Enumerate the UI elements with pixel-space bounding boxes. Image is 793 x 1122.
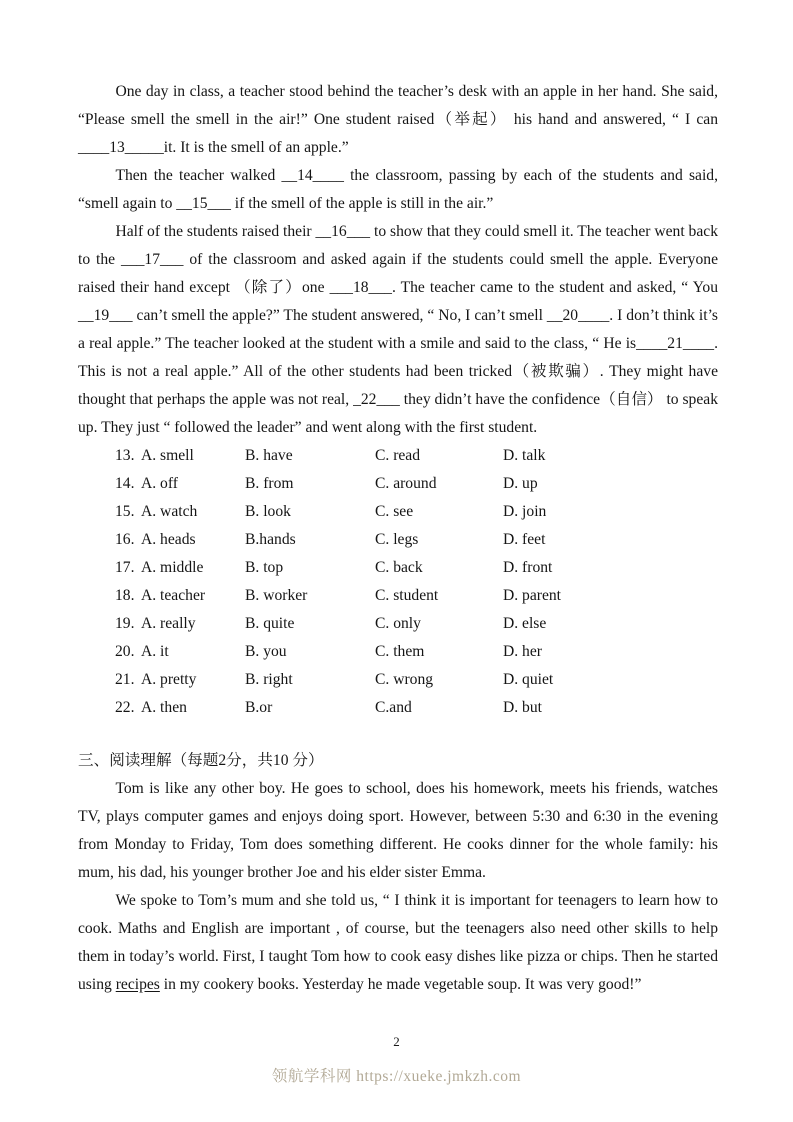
option-c: C. wrong [375,671,434,688]
question-number: 16. [115,531,135,548]
question-row [115,694,718,722]
question-number: 20. [115,643,135,660]
option-c: C. back [375,559,423,576]
cloze-question-list [78,442,718,722]
option-a: A. pretty [141,671,197,688]
question-row [115,666,718,694]
watermark-text: 领航学科网 https://xueke.jmkzh.com [271,1068,522,1085]
option-a: A. watch [141,503,198,520]
option-d: D. her [503,643,542,660]
option-a: A. it [141,643,169,660]
question-row [115,498,718,526]
option-d: D. quiet [503,671,554,688]
question-row [115,526,718,554]
question-row [115,582,718,610]
option-c: C. read [375,447,421,464]
option-b: B. top [245,559,284,576]
question-number: 21. [115,671,135,688]
option-c: C. legs [375,531,419,548]
question-row [115,470,718,498]
page-content [78,78,718,999]
page-number: 2 [393,1034,400,1049]
option-a: A. teacher [141,587,206,604]
option-a: A. heads [141,531,196,548]
option-c: C. only [375,615,421,632]
underlined-word: recipes [115,976,160,993]
question-row [115,442,718,470]
option-c: C. see [375,503,414,520]
cloze-passage [78,78,718,442]
question-number: 18. [115,587,135,604]
option-d: D. parent [503,587,562,604]
option-d: D. join [503,503,547,520]
option-d: D. talk [503,447,546,464]
option-a: A. then [141,699,187,716]
question-row [115,638,718,666]
option-a: A. really [141,615,196,632]
option-d: D. feet [503,531,546,548]
option-a: A. off [141,475,178,492]
question-number: 13. [115,447,135,464]
question-number: 22. [115,699,135,716]
option-c: C.and [375,699,412,716]
option-b: B. have [245,447,293,464]
option-d: D. else [503,615,547,632]
option-d: D. front [503,559,553,576]
option-c: C. student [375,587,439,604]
option-b: B.or [245,699,273,716]
cloze-paragraph: Half of the students raised their __16___ to show that they could smell it. The teacher went back to the ___17___ of the classroom and asked again if the students could smell the apple. Everyone raised their hand except （除了）one ___18___. The teacher came to the student and asked, “ You __19___ can’t smell the apple?” The student answered, “ No, I can’t smell __20____. I don’t think it’s a real apple.” The teacher looked at the student with a smile and said to the class, “ He is____21____. This is not a real apple.” All of the other students had been tricked（被欺骗）. They might have thought that perhaps the apple was not real, _22___ they didn’t have the confidence（自信） to speak up. They just “ followed the leader” and went along with the first student. [78,223,718,436]
option-b: B. you [245,643,287,660]
option-c: C. them [375,643,425,660]
question-row [115,610,718,638]
reading-paragraph: We spoke to Tom’s mum and she told us, “ I think it is important for teenagers to learn how to cook. Maths and English are important , of course, but the teenagers also need other skills to help them in today’s world. First, I taught Tom how to cook easy dishes like pizza or chips. Then he started using recipes in my cookery books. Yesterday he made vegetable soup. It was very good!” [78,892,718,993]
option-b: B. right [245,671,293,688]
option-a: A. middle [141,559,204,576]
question-number: 14. [115,475,135,492]
cloze-paragraph: Then the teacher walked __14____ the classroom, passing by each of the students and said, “smell again to __15___ if the smell of the apple is still in the air.” [78,167,718,212]
question-number: 19. [115,615,135,632]
question-row [115,554,718,582]
option-b: B. from [245,475,294,492]
option-d: D. up [503,475,538,492]
option-b: B. quite [245,615,295,632]
question-number: 15. [115,503,135,520]
option-b: B. worker [245,587,308,604]
option-b: B. look [245,503,291,520]
option-c: C. around [375,475,437,492]
option-b: B.hands [245,531,296,548]
reading-passage [78,775,718,999]
question-number: 17. [115,559,135,576]
cloze-paragraph: One day in class, a teacher stood behind the teacher’s desk with an apple in her hand. She said, “Please smell the smell in the air!” One student raised（举起） his hand and answered, “ I can ____13_____it. It is the smell of an apple.” [78,83,718,156]
reading-paragraph: Tom is like any other boy. He goes to school, does his homework, meets his friends, watches TV, plays computer games and enjoys doing sport. However, between 5:30 and 6:30 in the evening from Monday to Friday, Tom does something different. He cooks dinner for the whole family: his mum, his dad, his younger brother Joe and his elder sister Emma. [78,780,718,881]
option-a: A. smell [141,447,194,464]
reading-section-heading: 三、阅读理解（每题2分，共10 分） [78,752,324,769]
option-d: D. but [503,699,542,716]
